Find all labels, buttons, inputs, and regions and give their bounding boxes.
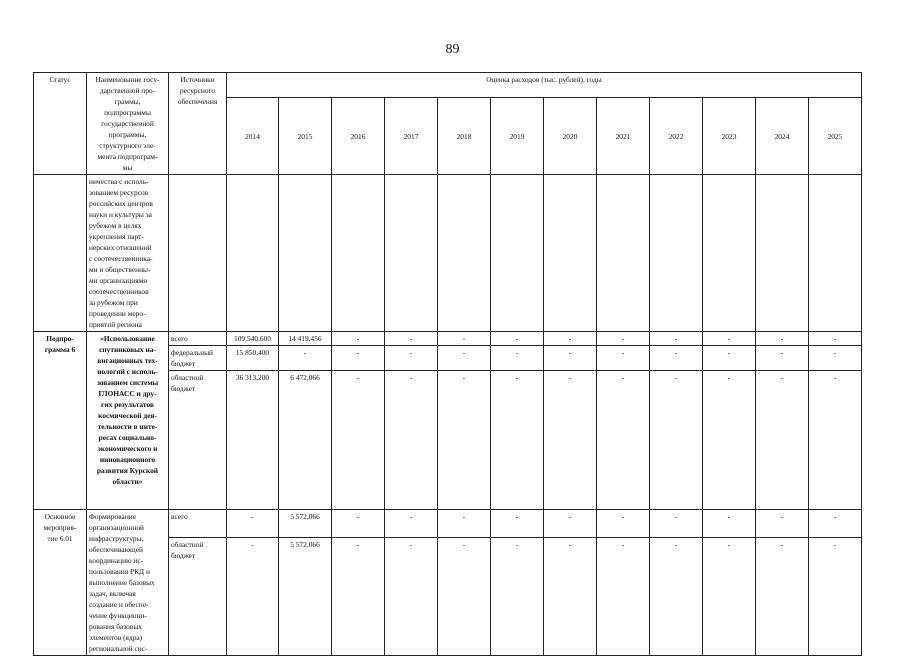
name-cell: Формирование организационной инфраструктуры, обеспечивающей координацию ис- пользования РКД и выполнение базовых задач, включая создание и обеспе- чение функциони- рования базовых элементов (ядра) региональной сис- bbox=[87, 510, 169, 656]
status-cell: Основное мероприя- тие 6.01 bbox=[34, 510, 87, 656]
value-cell: - bbox=[597, 332, 650, 346]
header-year: 2022 bbox=[650, 98, 703, 175]
value-cell: 5 572,066 bbox=[279, 538, 332, 656]
value-cell: - bbox=[650, 510, 703, 538]
header-sources: Источники ресурсного обеспечения bbox=[169, 73, 227, 175]
value-cell: 109 540,600 bbox=[227, 332, 279, 346]
value-cell: - bbox=[809, 510, 862, 538]
value-cell: - bbox=[597, 371, 650, 510]
source-cell: всего bbox=[169, 510, 227, 538]
value-cell bbox=[332, 175, 385, 332]
value-cell: - bbox=[332, 371, 385, 510]
value-cell: - bbox=[491, 346, 544, 371]
value-cell: - bbox=[385, 346, 438, 371]
value-cell: - bbox=[332, 346, 385, 371]
value-cell: - bbox=[703, 346, 756, 371]
value-cell: - bbox=[544, 510, 597, 538]
value-cell: 6 472,066 bbox=[279, 371, 332, 510]
value-cell: - bbox=[650, 332, 703, 346]
value-cell: - bbox=[332, 510, 385, 538]
value-cell: - bbox=[703, 510, 756, 538]
header-year: 2014 bbox=[227, 98, 279, 175]
value-cell: - bbox=[385, 371, 438, 510]
value-cell bbox=[385, 175, 438, 332]
value-cell: - bbox=[544, 332, 597, 346]
value-cell: - bbox=[756, 346, 809, 371]
value-cell: 36 313,200 bbox=[227, 371, 279, 510]
value-cell: 14 419,456 bbox=[279, 332, 332, 346]
header-year: 2025 bbox=[809, 98, 862, 175]
value-cell bbox=[756, 175, 809, 332]
header-name: Наименование госу- дарственной про- граммы, подпрограммы государственной программы, структурного эле- мента подпрограм- мы bbox=[87, 73, 169, 175]
value-cell: - bbox=[438, 332, 491, 346]
value-cell bbox=[703, 175, 756, 332]
value-cell: - bbox=[491, 510, 544, 538]
table-row bbox=[34, 510, 862, 538]
value-cell: - bbox=[279, 346, 332, 371]
name-cell: ничества с исполь- зованием ресурсов российских центров науки и культуры за рубежом в целях укрепления парт- нерских отношений с соотечественника- ми и общественны- ми организациями соотечественников за рубежом при проведении меро- приятий региона bbox=[87, 175, 169, 332]
value-cell bbox=[491, 175, 544, 332]
value-cell: - bbox=[650, 346, 703, 371]
header-year: 2020 bbox=[544, 98, 597, 175]
value-cell: - bbox=[438, 510, 491, 538]
value-cell: - bbox=[809, 538, 862, 656]
value-cell: - bbox=[597, 538, 650, 656]
value-cell: - bbox=[650, 538, 703, 656]
source-cell: областной бюджет bbox=[169, 538, 227, 656]
header-year: 2023 bbox=[703, 98, 756, 175]
page-number: 89 bbox=[445, 42, 460, 57]
value-cell: - bbox=[756, 371, 809, 510]
source-cell: всего bbox=[169, 332, 227, 346]
header-year: 2017 bbox=[385, 98, 438, 175]
value-cell: - bbox=[332, 332, 385, 346]
value-cell: - bbox=[385, 538, 438, 656]
value-cell bbox=[650, 175, 703, 332]
value-cell: 5 572,066 bbox=[279, 510, 332, 538]
name-cell: «Использование спутниковых на- вигационных тех- нологий с исполь- зованием системы ГЛОНАСС и дру- гих результатов космической дея- тельности в инте- ресах социально- экономического и инновационного развития Курской области» bbox=[87, 332, 169, 510]
value-cell bbox=[597, 175, 650, 332]
value-cell: - bbox=[650, 371, 703, 510]
value-cell: - bbox=[809, 371, 862, 510]
value-cell: - bbox=[756, 510, 809, 538]
value-cell: - bbox=[597, 346, 650, 371]
value-cell: - bbox=[385, 510, 438, 538]
header-estimate: Оценка расходов (тыс. рублей), годы bbox=[227, 73, 862, 98]
value-cell bbox=[544, 175, 597, 332]
value-cell: - bbox=[491, 538, 544, 656]
value-cell: - bbox=[703, 332, 756, 346]
header-year: 2016 bbox=[332, 98, 385, 175]
value-cell: - bbox=[597, 510, 650, 538]
value-cell bbox=[809, 175, 862, 332]
header-year: 2018 bbox=[438, 98, 491, 175]
value-cell: - bbox=[438, 346, 491, 371]
value-cell: - bbox=[756, 538, 809, 656]
value-cell: - bbox=[756, 332, 809, 346]
value-cell: - bbox=[491, 332, 544, 346]
value-cell: - bbox=[227, 510, 279, 538]
table-row bbox=[34, 332, 862, 346]
value-cell: - bbox=[703, 538, 756, 656]
value-cell: - bbox=[227, 538, 279, 656]
table-row bbox=[34, 175, 862, 332]
value-cell: - bbox=[438, 538, 491, 656]
value-cell: - bbox=[809, 332, 862, 346]
status-cell bbox=[34, 175, 87, 332]
value-cell: - bbox=[544, 346, 597, 371]
header-year: 2024 bbox=[756, 98, 809, 175]
value-cell: - bbox=[703, 371, 756, 510]
source-cell bbox=[169, 175, 227, 332]
value-cell: - bbox=[385, 332, 438, 346]
status-cell: Подпро- грамма 6 bbox=[34, 332, 87, 510]
value-cell: - bbox=[491, 371, 544, 510]
header-year: 2015 bbox=[279, 98, 332, 175]
value-cell: - bbox=[438, 371, 491, 510]
value-cell: - bbox=[544, 538, 597, 656]
value-cell bbox=[227, 175, 279, 332]
budget-table bbox=[33, 72, 862, 656]
value-cell: - bbox=[544, 371, 597, 510]
header-year: 2021 bbox=[597, 98, 650, 175]
source-cell: областной бюджет bbox=[169, 371, 227, 510]
value-cell: - bbox=[332, 538, 385, 656]
header-row bbox=[34, 73, 862, 98]
source-cell: федеральный бюджет bbox=[169, 346, 227, 371]
value-cell bbox=[279, 175, 332, 332]
value-cell: 15 850,400 bbox=[227, 346, 279, 371]
value-cell: - bbox=[809, 346, 862, 371]
header-status: Статус bbox=[34, 73, 87, 175]
header-year: 2019 bbox=[491, 98, 544, 175]
value-cell bbox=[438, 175, 491, 332]
